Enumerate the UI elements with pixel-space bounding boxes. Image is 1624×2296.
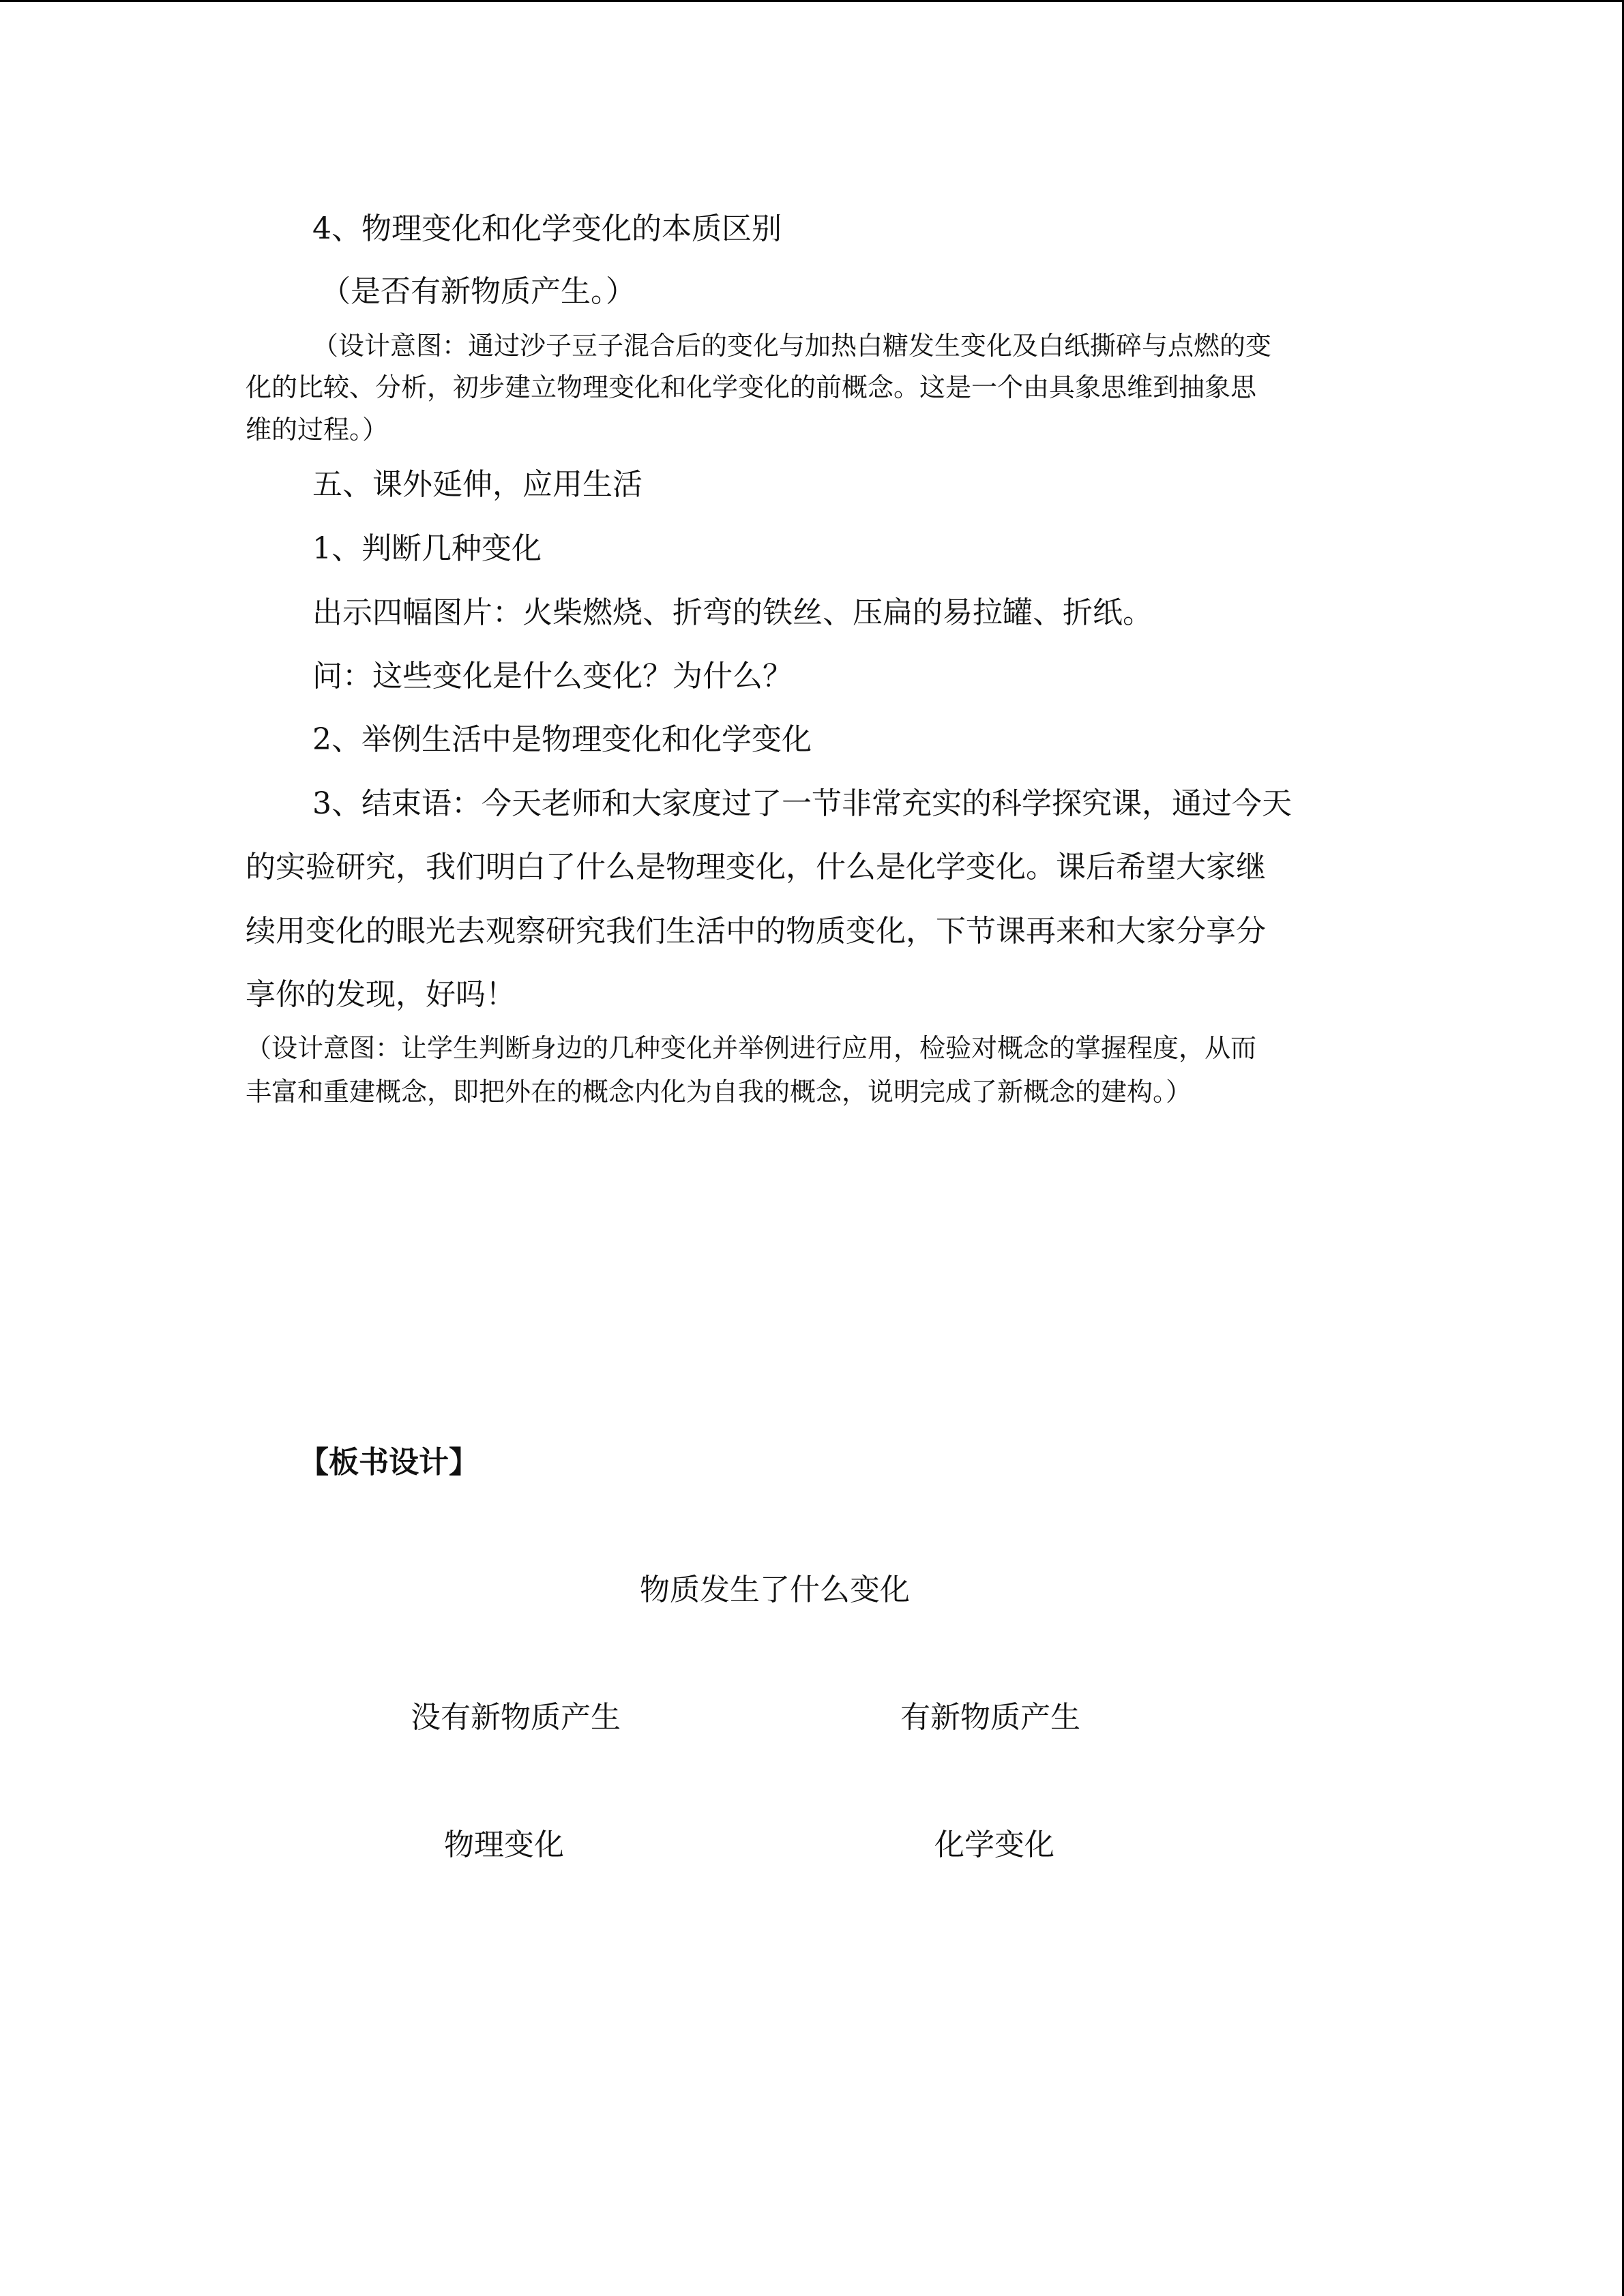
section5-item3-line3: 续用变化的眼光去观察研究我们生活中的物质变化，下节课再来和大家分享分 xyxy=(246,914,1266,949)
section5-item2-title: 2、举例生活中是物理变化和化学变化 xyxy=(312,722,812,757)
board-left-condition: 没有新物质产生 xyxy=(411,1700,621,1735)
section4-intent-line1: （设计意图：通过沙子豆子混合后的变化与加热白糖发生变化及白纸撕碎与点燃的变 xyxy=(312,331,1272,361)
section5-intent-line2: 丰富和重建概念，即把外在的概念内化为自我的概念，说明完成了新概念的建构。） xyxy=(246,1077,1192,1107)
section5-intent-line1: （设计意图：让学生判断身边的几种变化并举例进行应用，检验对概念的掌握程度，从而 xyxy=(246,1033,1257,1063)
section4-intent-line2: 化的比较、分析，初步建立物理变化和化学变化的前概念。这是一个由具象思维到抽象思 xyxy=(246,372,1257,402)
section4-answer: （是否有新物质产生。） xyxy=(321,274,636,309)
section5-item3-line1: 3、结束语：今天老师和大家度过了一节非常充实的科学探究课，通过今天 xyxy=(312,786,1292,821)
section4-intent-line3: 维的过程。） xyxy=(246,415,389,445)
board-left-result: 物理变化 xyxy=(444,1828,564,1862)
board-right-result: 化学变化 xyxy=(934,1828,1054,1862)
board-main-title: 物质发生了什么变化 xyxy=(640,1572,910,1607)
section4-title: 4、物理变化和化学变化的本质区别 xyxy=(312,211,782,246)
section5-item3-line2: 的实验研究，我们明白了什么是物理变化，什么是化学变化。课后希望大家继 xyxy=(246,850,1266,884)
section5-item1-question: 问：这些变化是什么变化？为什么？ xyxy=(312,659,793,694)
page-border-top xyxy=(0,0,1624,2)
section5-item3-line4: 享你的发现，好吗！ xyxy=(246,977,516,1012)
section5-item1-show: 出示四幅图片：火柴燃烧、折弯的铁丝、压扁的易拉罐、折纸。 xyxy=(312,595,1153,630)
board-design-heading: 【板书设计】 xyxy=(299,1445,479,1480)
section5-title: 五、课外延伸，应用生活 xyxy=(312,467,643,502)
section5-item1-title: 1、判断几种变化 xyxy=(312,531,542,566)
board-right-condition: 有新物质产生 xyxy=(900,1700,1080,1735)
